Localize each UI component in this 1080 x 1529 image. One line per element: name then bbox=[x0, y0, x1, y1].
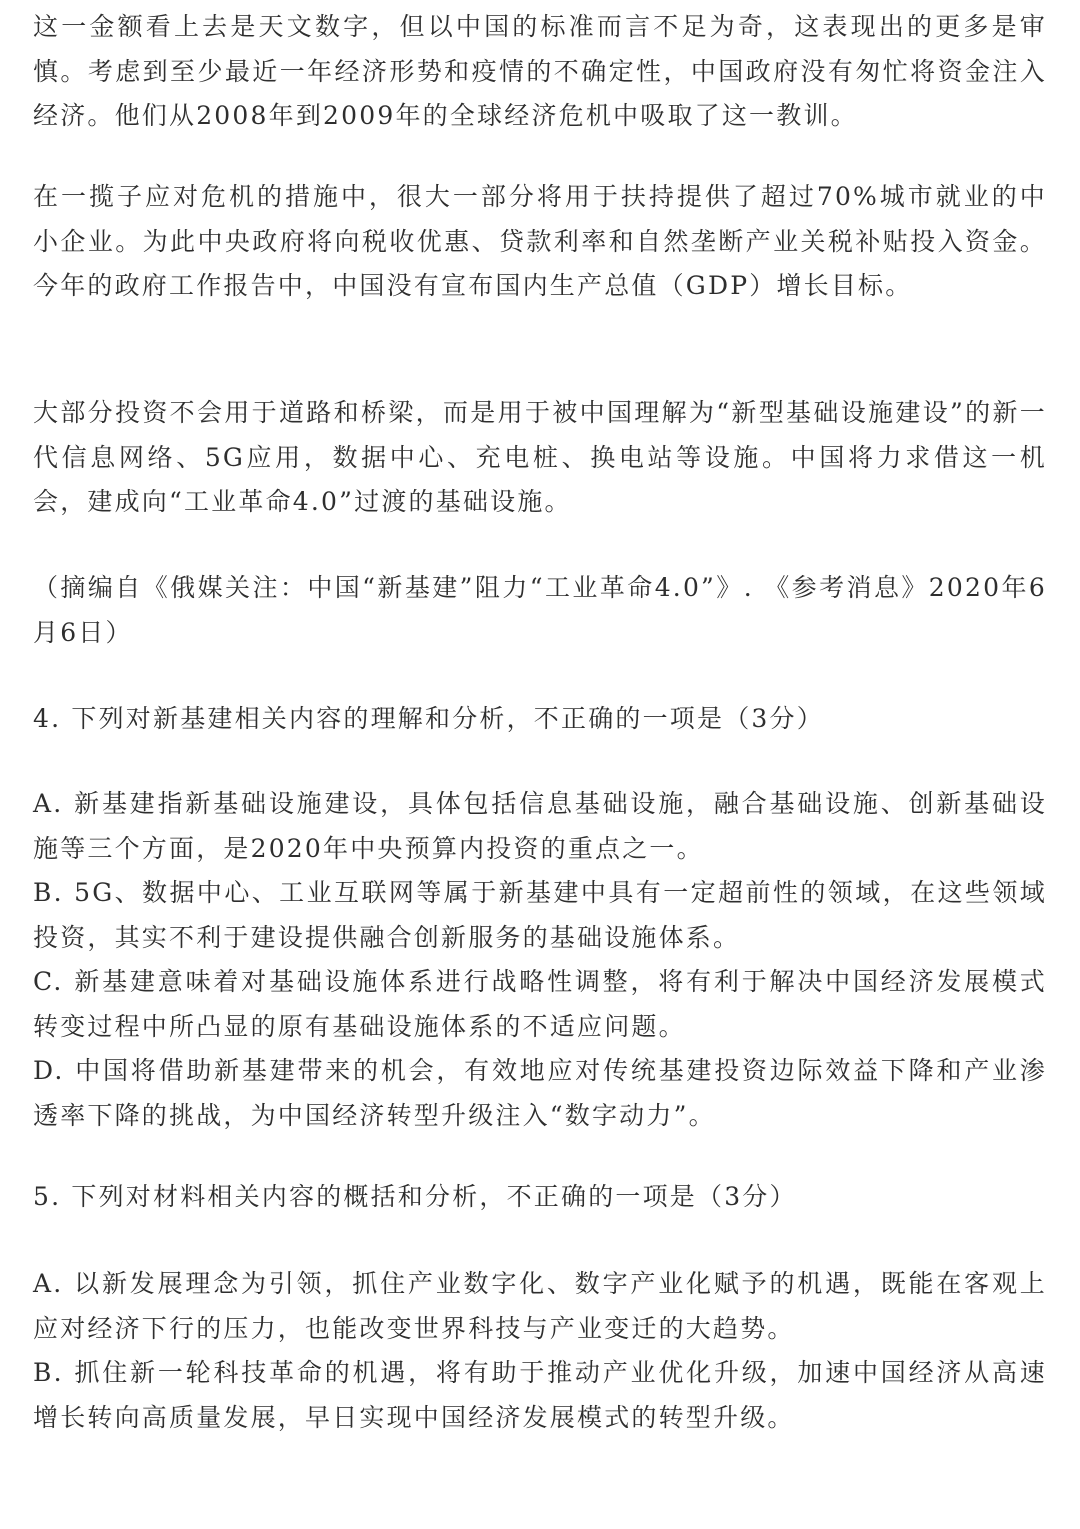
question-4-option-b: B. 5G、数据中心、工业互联网等属于新基建中具有一定超前性的领域，在这些领域投资，其实不利于建设提供融合创新服务的基础设施体系。 bbox=[33, 878, 1047, 952]
source-citation: （摘编自《俄媒关注：中国“新基建”阻力“工业革命4.0”》. 《参考消息》2020年6月6日） bbox=[33, 573, 1048, 647]
paragraph-2: 在一揽子应对危机的措施中，很大一部分将用于扶持提供了超过70%城市就业的中小企业。为此中央政府将向税收优惠、贷款利率和自然垄断产业关税补贴投入资金。今年的政府工作报告中，中国没有宣布国内生产总值（GDP）增长目标。 bbox=[33, 182, 1047, 300]
paragraph-3: 大部分投资不会用于道路和桥梁，而是用于被中国理解为“新型基础设施建设”的新一代信息网络、5G应用，数据中心、充电桩、换电站等设施。中国将力求借这一机会，建成向“工业革命4.0”过渡的基础设施。 bbox=[33, 398, 1047, 516]
question-5-stem: 5. 下列对材料相关内容的概括和分析，不正确的一项是（3分） bbox=[33, 1182, 797, 1211]
question-5-option-a: A. 以新发展理念为引领，抓住产业数字化、数字产业化赋予的机遇，既能在客观上应对经济下行的压力，也能改变世界科技与产业变迁的大趋势。 bbox=[33, 1269, 1047, 1343]
question-4-stem: 4. 下列对新基建相关内容的理解和分析，不正确的一项是（3分） bbox=[33, 704, 824, 733]
question-5-option-b: B. 抓住新一轮科技革命的机遇，将有助于推动产业优化升级，加速中国经济从高速增长转向高质量发展，早日实现中国经济发展模式的转型升级。 bbox=[33, 1358, 1047, 1432]
question-4-options bbox=[33, 782, 1047, 1138]
question-5-options bbox=[33, 1262, 1047, 1440]
question-4-option-a: A. 新基建指新基础设施建设，具体包括信息基础设施，融合基础设施、创新基础设施等三个方面，是2020年中央预算内投资的重点之一。 bbox=[33, 789, 1047, 863]
paragraph-1: 这一金额看上去是天文数字，但以中国的标准而言不足为奇，这表现出的更多是审慎。考虑到至少最近一年经济形势和疫情的不确定性，中国政府没有匆忙将资金注入经济。他们从2008年到2009年的全球经济危机中吸取了这一教训。 bbox=[33, 12, 1047, 130]
question-4-option-d: D. 中国将借助新基建带来的机会，有效地应对传统基建投资边际效益下降和产业渗透率下降的挑战，为中国经济转型升级注入“数字动力”。 bbox=[33, 1056, 1047, 1130]
question-4-option-c: C. 新基建意味着对基础设施体系进行战略性调整，将有利于解决中国经济发展模式转变过程中所凸显的原有基础设施体系的不适应问题。 bbox=[33, 967, 1047, 1041]
